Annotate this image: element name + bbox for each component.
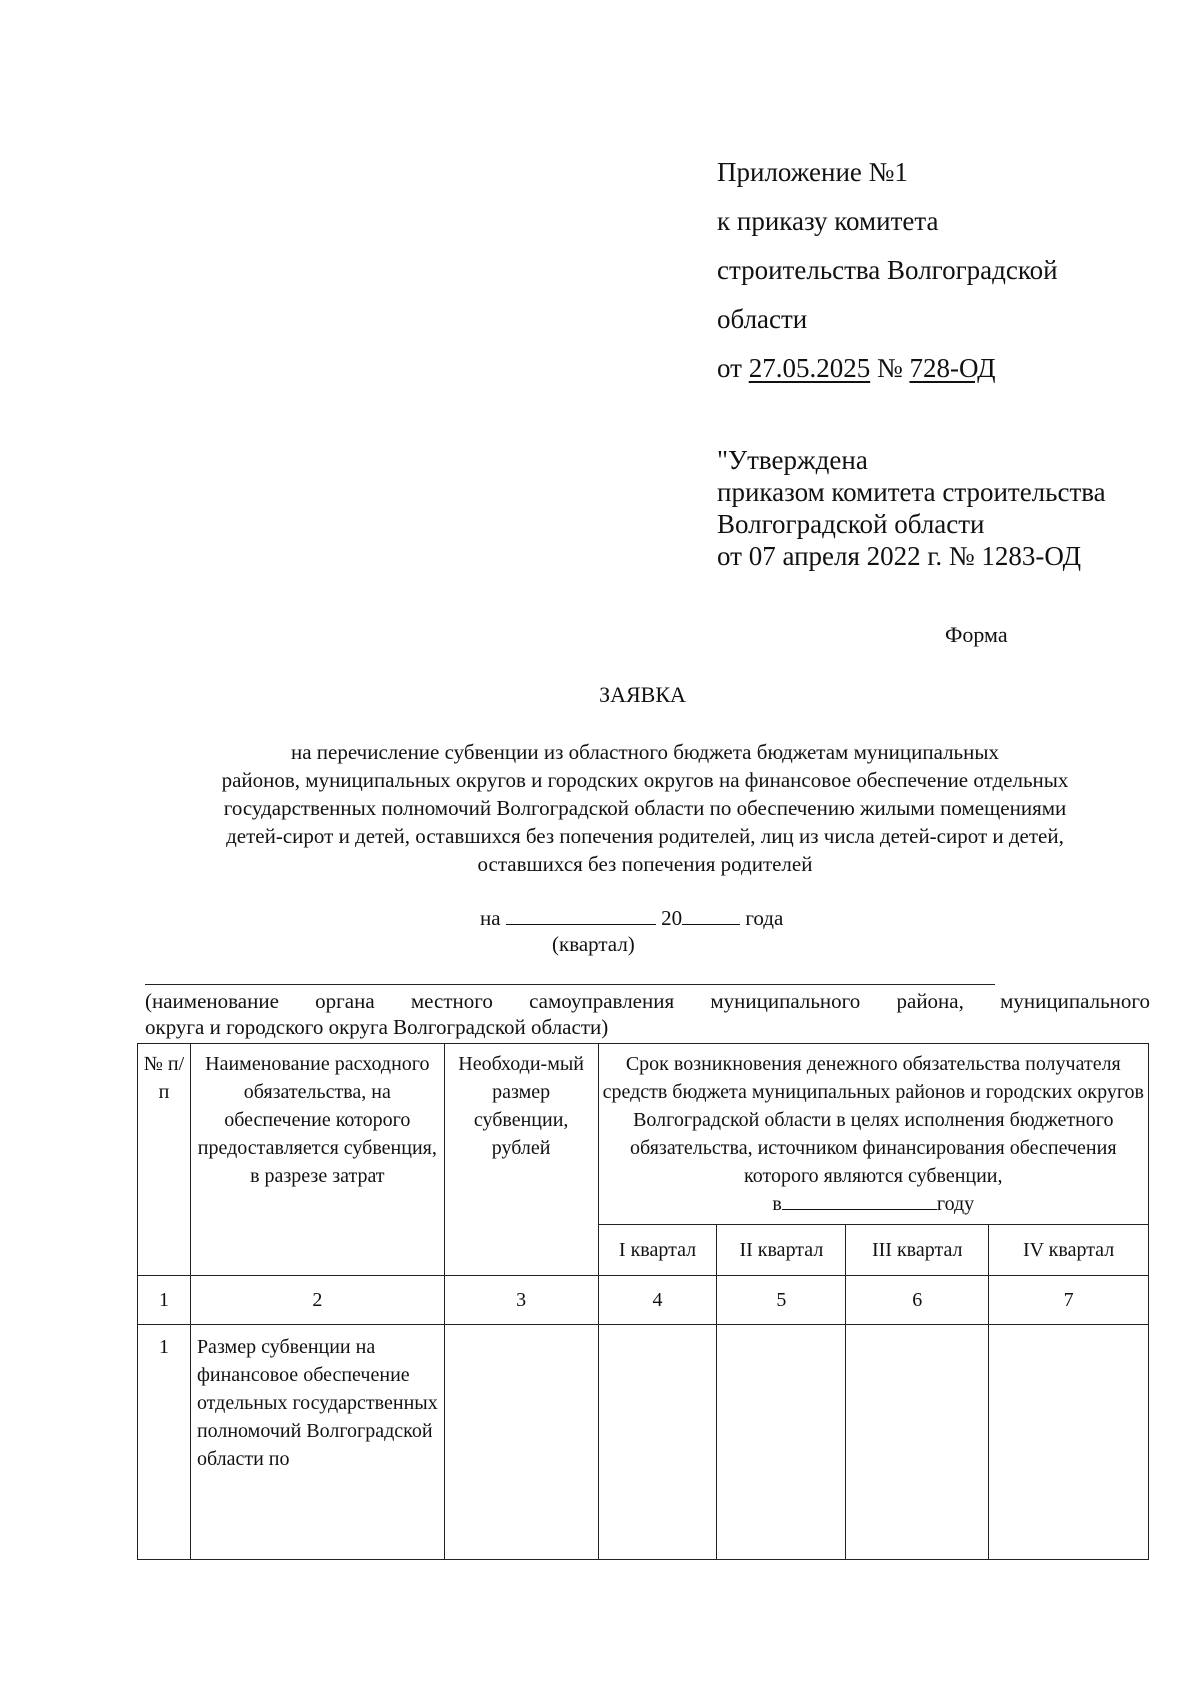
col-number-7: 7 <box>989 1276 1149 1325</box>
subtitle-line1: на перечисление субвенции из областного бюджета бюджетам муниципальных <box>290 740 999 764</box>
row1-q4-cell[interactable] <box>989 1325 1149 1560</box>
document-subtitle <box>150 738 1140 878</box>
appendix-block <box>717 148 1058 393</box>
org-name-blank-line[interactable] <box>145 984 995 985</box>
header-quarter-3: III квартал <box>846 1225 989 1276</box>
row1-q1-cell[interactable] <box>598 1325 717 1560</box>
row1-q3-cell[interactable] <box>846 1325 989 1560</box>
appendix-line1: Приложение №1 <box>717 157 908 187</box>
header-year-word: году <box>936 1193 975 1215</box>
col-number-2: 2 <box>190 1276 444 1325</box>
order-date: 27.05.2025 <box>748 353 871 383</box>
header-year-blank[interactable] <box>782 1191 937 1210</box>
year-blank-field[interactable] <box>682 906 740 925</box>
subtitle-line4: детей-сирот и детей, оставшихся без попечения родителей, лиц из числа детей-сирот и детей, <box>226 824 1064 848</box>
appendix-line3: строительства Волгоградской <box>717 255 1058 285</box>
col-number-3: 3 <box>444 1276 598 1325</box>
org-caption-line2: округа и городского округа Волгоградской области) <box>145 1015 609 1039</box>
org-caption-line1: (наименование органа местного самоуправления муниципального района, муниципального <box>145 989 1150 1013</box>
col-number-6: 6 <box>846 1276 989 1325</box>
approved-line4: от 07 апреля 2022 г. № 1283-ОД <box>717 541 1081 571</box>
row1-q2-cell[interactable] <box>717 1325 846 1560</box>
header-expense-name: Наименование расходного обязательства, на обеспечение которого предоставляется субвенция, в разрезе затрат <box>190 1044 444 1276</box>
application-table <box>137 1043 1149 1560</box>
header-obligation-term <box>598 1044 1148 1225</box>
col-number-4: 4 <box>598 1276 717 1325</box>
approved-block <box>717 444 1106 572</box>
header-quarter-1: I квартал <box>598 1225 717 1276</box>
period-prefix: на <box>480 906 501 930</box>
order-number: 728-ОД <box>909 353 996 383</box>
row1-number: 1 <box>138 1325 191 1560</box>
period-caption: (квартал) <box>552 932 635 956</box>
header-in-word: в <box>772 1193 782 1215</box>
period-line <box>480 906 783 931</box>
header-obligation-text: Срок возникновения денежного обязательства получателя средств бюджета муниципальных районов и городских округов Волгоградской области в целях исполнения бюджетного обязательства, источником финансирования обеспечения которого являются субвенции, <box>602 1053 1144 1187</box>
year-prefix: 20 <box>661 906 683 930</box>
row1-expense-name: Размер субвенции на финансовое обеспечение отдельных государственных полномочий Волгоградской области по <box>190 1325 444 1560</box>
appendix-date-line <box>717 344 1058 393</box>
header-obligation-year <box>603 1190 1144 1218</box>
approved-line3: Волгоградской области <box>717 509 985 539</box>
number-prefix: № <box>870 353 910 383</box>
header-quarter-4: IV квартал <box>989 1225 1149 1276</box>
header-quarter-2: II квартал <box>717 1225 846 1276</box>
row1-amount-cell[interactable] <box>444 1325 598 1560</box>
subtitle-line5: оставшихся без попечения родителей <box>477 852 813 876</box>
document-title: ЗАЯВКА <box>599 682 686 707</box>
approved-line1: "Утверждена <box>717 445 868 475</box>
header-required-amount: Необходи-мый размер субвенции, рублей <box>444 1044 598 1276</box>
col-number-1: 1 <box>138 1276 191 1325</box>
approved-line2: приказом комитета строительства <box>717 477 1106 507</box>
col-number-5: 5 <box>717 1276 846 1325</box>
date-prefix: от <box>717 353 749 383</box>
form-label: Форма <box>945 622 1008 647</box>
header-number: № п/п <box>138 1044 191 1276</box>
table-header-row <box>138 1044 1149 1225</box>
period-suffix: года <box>745 906 784 930</box>
appendix-line2: к приказу комитета <box>717 206 939 236</box>
table-row <box>138 1325 1149 1560</box>
quarter-blank-field[interactable] <box>506 906 656 925</box>
appendix-line4: области <box>717 304 808 334</box>
subtitle-line2: районов, муниципальных округов и городских округов на финансовое обеспечение отдельных <box>221 768 1069 792</box>
table-column-numbers-row <box>138 1276 1149 1325</box>
subtitle-line3: государственных полномочий Волгоградской области по обеспечению жилыми помещениями <box>223 796 1067 820</box>
